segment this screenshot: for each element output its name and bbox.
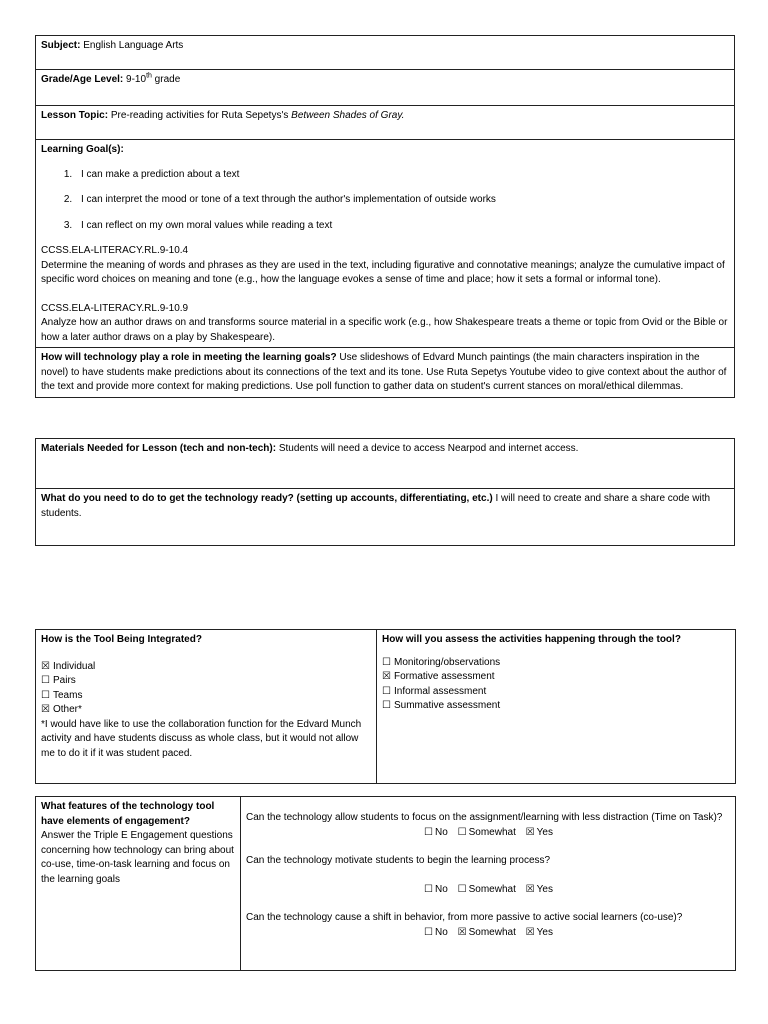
checkbox-empty-icon[interactable]: ☐ <box>424 883 434 895</box>
option-yes[interactable] <box>525 884 553 895</box>
option-label: Individual <box>53 660 96 672</box>
checkbox-checked-icon[interactable]: ☒ <box>525 826 535 838</box>
option-label: Somewhat <box>468 883 516 895</box>
integration-note: *I would have like to use the collaboration function for the Edvard Munch activity and have students discuss as whole class, but it would not allow me to do it if it was student paced. <box>41 718 362 759</box>
question-options <box>246 826 730 841</box>
grade-word: grade <box>151 74 181 85</box>
checkbox-empty-icon[interactable]: ☐ <box>457 883 467 895</box>
tech-role-row <box>36 348 735 398</box>
topic-row <box>36 106 735 140</box>
option-label: Other* <box>53 704 82 715</box>
option-yes[interactable] <box>525 927 553 938</box>
goals-list <box>41 168 729 234</box>
integration-option-individual[interactable] <box>41 660 371 675</box>
assessment-option-informal[interactable] <box>382 685 730 700</box>
option-yes[interactable] <box>525 827 553 838</box>
grade-label: Grade/Age Level: <box>41 74 124 85</box>
tech-ready-label: What do you need to do to get the technology ready? (setting up accounts, differentiating, etc.) <box>41 493 493 504</box>
tech-ready-row <box>36 489 735 546</box>
checkbox-empty-icon[interactable]: ☐ <box>457 826 467 838</box>
goal-item: 2. I can interpret the mood or tone of a text through the author's implementation of outside works <box>75 193 729 208</box>
grade-value <box>123 74 180 85</box>
checkbox-empty-icon[interactable]: ☐ <box>424 826 434 838</box>
grade-number: 9-10 <box>123 74 147 85</box>
grade-row <box>36 70 735 106</box>
checkbox-empty-icon[interactable]: ☐ <box>41 675 50 686</box>
tech-role-cell <box>36 348 735 398</box>
goal-item: 3. I can reflect on my own moral values while reading a text <box>75 219 729 234</box>
option-somewhat[interactable] <box>457 884 516 895</box>
option-label: Yes <box>536 883 553 895</box>
checkbox-checked-icon[interactable]: ☒ <box>41 704 50 715</box>
standard-block <box>41 244 729 288</box>
assessment-label: How will you assess the activities happening through the tool? <box>382 634 681 645</box>
integration-row <box>36 630 736 784</box>
question-options <box>246 883 730 898</box>
question-text: Can the technology motivate students to begin the learning process? <box>246 855 551 866</box>
subject-cell <box>36 36 735 70</box>
materials-cell <box>36 439 735 489</box>
option-label: Somewhat <box>468 926 516 938</box>
goals-row <box>36 140 735 348</box>
option-label: No <box>435 826 448 838</box>
option-label: No <box>435 926 448 938</box>
standard-code: CCSS.ELA-LITERACY.RL.9-10.4 <box>41 245 189 256</box>
tech-role-value: Use slideshows of Edvard Munch paintings (the main characters inspiration in the novel) to have students make predictions about its connections of the text and its tone. Use Ruta Sepetys Youtube video to give context about the author of the text and provide more context for making predictions. Use poll function to gather data on student's current stances on moral/ethical dilemmas. <box>41 352 727 392</box>
engagement-features-label: What features of the technology tool have elements of engagement? <box>41 801 215 827</box>
standard-code: CCSS.ELA-LITERACY.RL.9-10.9 <box>41 302 189 314</box>
goals-cell <box>36 140 735 348</box>
standard-text: Determine the meaning of words and phrases as they are used in the text, including figurative and connotative meanings; analyze the cumulative impact of specific word choices on meaning and tone (e.g., how the language evokes a sense of time and place; how it sets a formal or informal tone). <box>41 259 725 285</box>
option-label: Pairs <box>53 675 76 686</box>
integration-table <box>35 629 736 784</box>
option-label: Somewhat <box>468 826 516 838</box>
assessment-option-summative[interactable] <box>382 699 730 714</box>
lesson-overview-table <box>35 35 735 398</box>
materials-row <box>36 439 735 489</box>
checkbox-checked-icon[interactable]: ☒ <box>525 926 535 938</box>
topic-label: Lesson Topic: <box>41 110 109 121</box>
question-text: Can the technology allow students to focus on the assignment/learning with less distraction (Time on Task)? <box>246 812 723 823</box>
option-label: Informal assessment <box>394 685 487 697</box>
assessment-option-monitoring[interactable] <box>382 656 730 671</box>
tech-ready-value: I will need to create and share a share code with students. <box>41 493 711 519</box>
grade-suffix: th <box>146 72 152 80</box>
checkbox-checked-icon[interactable]: ☒ <box>41 660 50 672</box>
standard-text: Analyze how an author draws on and transforms source material in a specific work (e.g., how Shakespeare treats a theme or topic from Ovid or the Bible or how a later author draws on a play by Shakespeare). <box>41 317 728 343</box>
topic-value: Pre-reading activities for Ruta Sepetys's <box>108 110 292 121</box>
materials-value: Students will need a device to access Nearpod and internet access. <box>276 443 579 454</box>
option-label: Monitoring/observations <box>394 656 501 668</box>
option-label: No <box>435 883 448 895</box>
option-label: Formative assessment <box>394 671 495 682</box>
option-no[interactable] <box>423 827 448 838</box>
subject-value: English Language Arts <box>80 40 184 51</box>
option-label: Yes <box>536 826 553 838</box>
checkbox-checked-icon[interactable]: ☒ <box>457 926 467 938</box>
option-no[interactable] <box>423 927 448 938</box>
checkbox-checked-icon[interactable]: ☒ <box>382 671 391 682</box>
standard-block <box>41 302 729 346</box>
checkbox-empty-icon[interactable]: ☐ <box>382 656 391 668</box>
option-label: Teams <box>53 689 83 701</box>
integration-option-pairs[interactable] <box>41 674 371 689</box>
goals-label: Learning Goal(s): <box>41 144 124 155</box>
checkbox-empty-icon[interactable]: ☐ <box>41 689 50 701</box>
engagement-question <box>246 854 730 897</box>
integration-cell <box>36 630 377 784</box>
engagement-question <box>246 811 730 840</box>
checkbox-checked-icon[interactable]: ☒ <box>525 883 535 895</box>
checkbox-empty-icon[interactable]: ☐ <box>382 700 391 711</box>
option-label: Summative assessment <box>394 700 501 711</box>
option-no[interactable] <box>423 884 448 895</box>
integration-option-other[interactable] <box>41 703 371 718</box>
question-text: Can the technology cause a shift in behavior, from more passive to active social learners (co-use)? <box>246 912 683 923</box>
goal-item: 1. I can make a prediction about a text <box>75 168 729 183</box>
engagement-table <box>35 796 736 971</box>
question-options <box>246 926 730 941</box>
engagement-question <box>246 911 730 940</box>
engagement-row <box>36 797 736 971</box>
integration-option-teams[interactable] <box>41 689 371 704</box>
tech-role-label: How will technology play a role in meeting the learning goals? <box>41 352 337 363</box>
engagement-features-text: Answer the Triple E Engagement questions concerning how technology can bring about co-use, time-on-task learning and focus on the learning goals <box>41 830 234 885</box>
subject-row <box>36 36 735 70</box>
option-somewhat[interactable] <box>457 927 516 938</box>
topic-cell <box>36 106 735 140</box>
checkbox-empty-icon[interactable]: ☐ <box>424 926 434 938</box>
engagement-features-cell <box>36 797 241 971</box>
assessment-option-formative[interactable] <box>382 670 730 685</box>
option-label: Yes <box>536 926 553 938</box>
integration-label: How is the Tool Being Integrated? <box>41 634 202 645</box>
tech-ready-cell <box>36 489 735 546</box>
materials-label: Materials Needed for Lesson (tech and non-tech): <box>41 443 277 454</box>
grade-cell <box>36 70 735 106</box>
materials-table <box>35 438 735 546</box>
subject-label: Subject: <box>41 40 81 51</box>
engagement-questions-cell <box>241 797 736 971</box>
checkbox-empty-icon[interactable]: ☐ <box>382 685 391 697</box>
book-title: Between Shades of Gray. <box>291 110 405 121</box>
option-somewhat[interactable] <box>457 827 516 838</box>
assessment-cell <box>377 630 736 784</box>
